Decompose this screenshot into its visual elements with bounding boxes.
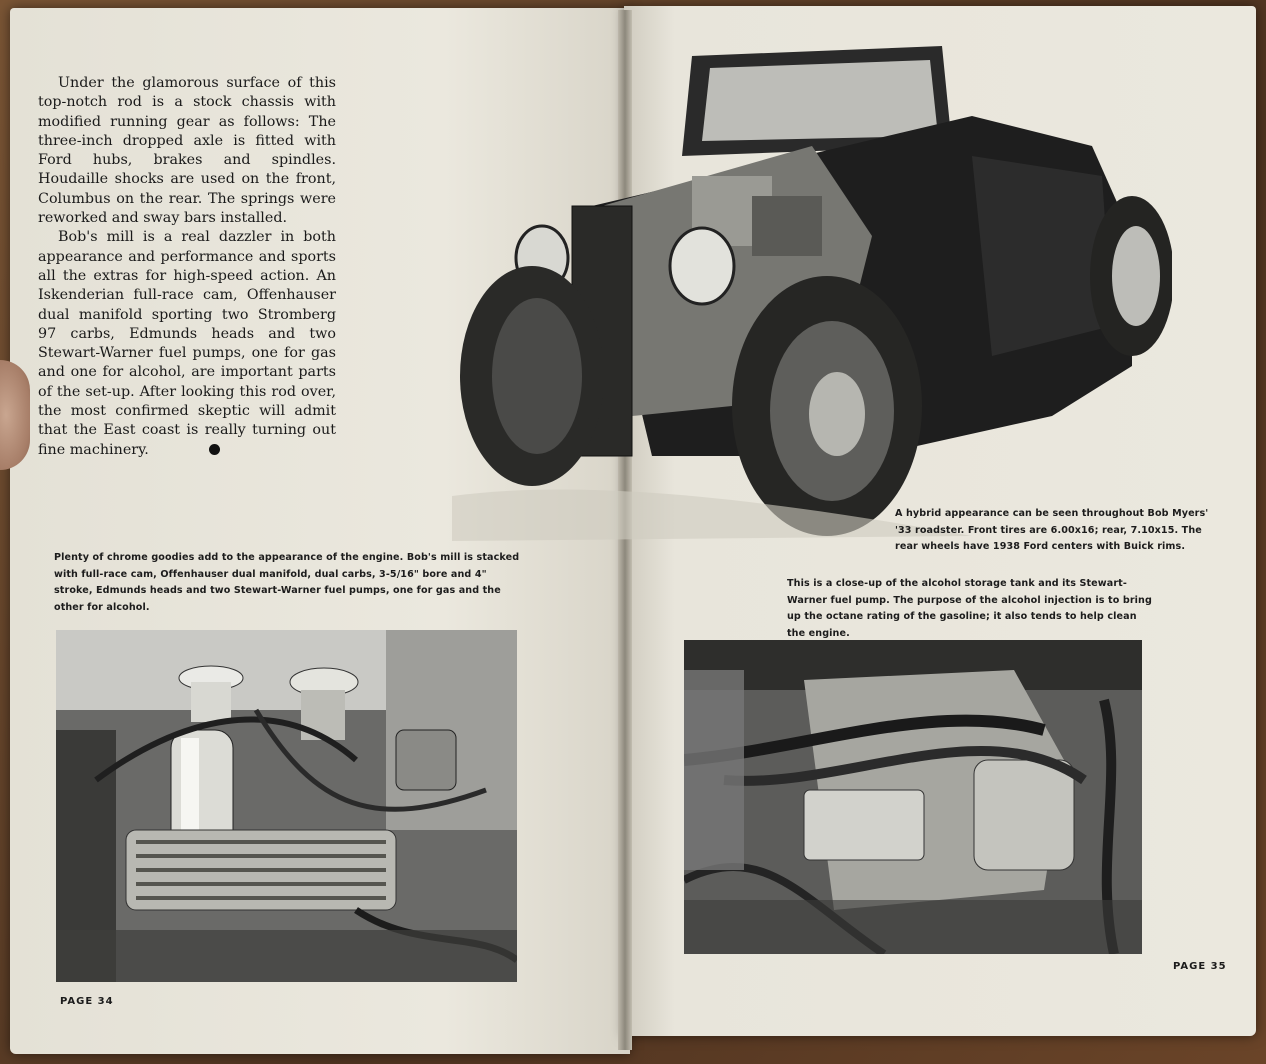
reader-thumb: [0, 360, 30, 470]
page-number-right: PAGE 35: [1173, 961, 1227, 972]
paragraph-engine: [38, 228, 336, 460]
engine-photo-caption: Plenty of chrome goodies add to the appearance of the engine. Bob's mill is stacked with full-race cam, Offenhauser dual manifold, dual carbs, 3-5/16" bore and 4" stroke, Edmunds heads and two Stewart-Warner fuel pumps, one for gas and the other for alcohol.: [54, 552, 520, 613]
engine-photo: [56, 630, 517, 982]
article-body-text: [38, 74, 336, 460]
tank-photo-caption: This is a close-up of the alcohol storage tank and its Stewart-Warner fuel pump. The purpose of the alcohol injection is to bring up the octane rating of the gasoline; it also tends to help clean the engine.: [787, 578, 1152, 639]
paragraph-engine-text: Bob's mill is a real dazzler in both appearance and performance and sports all the extras for high-speed action. An Iskenderian full-race cam, Offenhauser dual manifold sporting two Stromberg 97 carbs, Edmunds heads and two Stewart-Warner fuel pumps, one for gas and one for alcohol, are important parts of the set-up. After looking this rod over, the most confirmed skeptic will admit that the East coast is really turning out fine machinery.: [38, 229, 336, 458]
end-of-article-dot: [209, 444, 220, 455]
paragraph-chassis: Under the glamorous surface of this top-notch rod is a stock chassis with modified running gear as follows: The three-inch dropped axle is fitted with Ford hubs, brakes and spindles. Houdaille shocks are used on the front, Columbus on the rear. The springs were reworked and sway bars installed.: [38, 75, 336, 227]
alcohol-tank-photo: [684, 640, 1142, 954]
roadster-photo: [452, 36, 1172, 546]
page-number-left: PAGE 34: [60, 996, 114, 1007]
roadster-photo-caption: A hybrid appearance can be seen throughout Bob Myers' '33 roadster. Front tires are 6.00x16; rear, 7.10x15. The rear wheels have 1938 Ford centers with Buick rims.: [895, 508, 1209, 552]
